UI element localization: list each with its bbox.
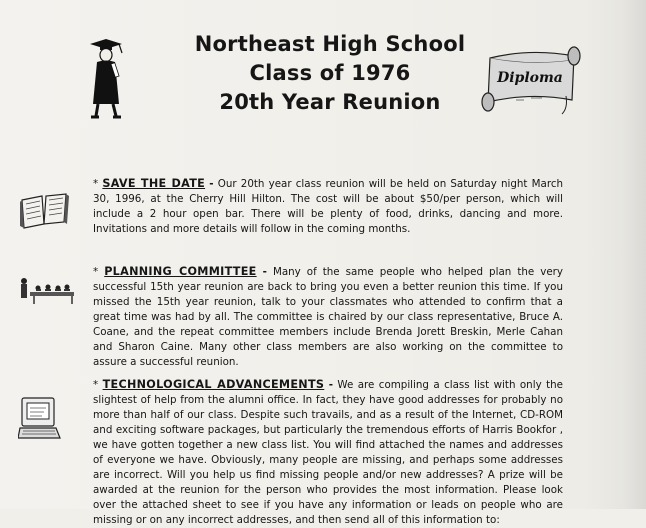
section-heading: TECHNOLOGICAL ADVANCEMENTS	[102, 378, 325, 391]
graduate-icon	[86, 38, 126, 120]
section-body: Our 20th year class reunion will be held on Saturday night March 30, 1996, at the Cherry Hill Hilton. The cost will be about $50/per person, which will include a 2 hour open bar. There will be plenty of food, drinks, dancing and more. Invitations and more details will follow in the coming months.	[93, 178, 564, 235]
computer-icon	[18, 396, 64, 442]
section-body: We are compiling a class list with only the slightest of help from the alumni office. In fact, they have good addresses for probably no more than half of our class. Despite such travails, and as a result of the Internet, CD-ROM and exciting software packages, but particularly the tremendous efforts of Harris Bookfor , we have gotten together a new class list. You will find attached the names and addresses of everyone we have. Obviously, many people are missing, and perhaps some addresses are incorrect. Will you help us find missing people and/or new addresses? A prize will be awarded at the reunion for the person who provides the most information. Please look over the attached sheet to see if you have any information or leads on people who are missing or on any incorrect addresses, and then send all of this information to:	[93, 379, 563, 526]
heading-separator: -	[209, 178, 214, 190]
diploma-scroll-icon	[476, 44, 586, 116]
page-edge-shadow	[586, 0, 646, 509]
title-school: Northeast High School	[194, 32, 466, 56]
bullet-marker: *	[93, 266, 99, 278]
bullet-marker: *	[93, 379, 99, 391]
bullet-marker: *	[93, 178, 99, 190]
section-body: Many of the same people who helped plan the very successful 15th year reunion are back to bring you even a better reunion this time. If you missed the 15th year reunion, talk to your classmates who attended to confirm that a great time was had by all. The committee is chaired by our class representative, Bruce A. Coane, and the repeat committee members include Brenda Jorett Breskin, Merle Cahan and Sharon Caine. Many other class members are also working on the committee to assure a successful reunion.	[93, 266, 563, 368]
title-class: Class of 1976	[249, 61, 411, 85]
technological-advancements-section	[93, 377, 563, 528]
planning-committee-section	[93, 264, 563, 370]
heading-separator: -	[262, 266, 267, 278]
save-the-date-section	[93, 176, 563, 237]
page-title	[150, 30, 510, 117]
section-heading: SAVE THE DATE	[102, 177, 206, 190]
heading-separator: -	[328, 379, 333, 391]
section-heading: PLANNING COMMITTEE	[104, 265, 257, 278]
diploma-label: Diploma	[497, 70, 563, 86]
title-reunion: 20th Year Reunion	[219, 90, 441, 114]
committee-meeting-icon	[16, 276, 76, 306]
open-book-icon	[18, 190, 70, 230]
